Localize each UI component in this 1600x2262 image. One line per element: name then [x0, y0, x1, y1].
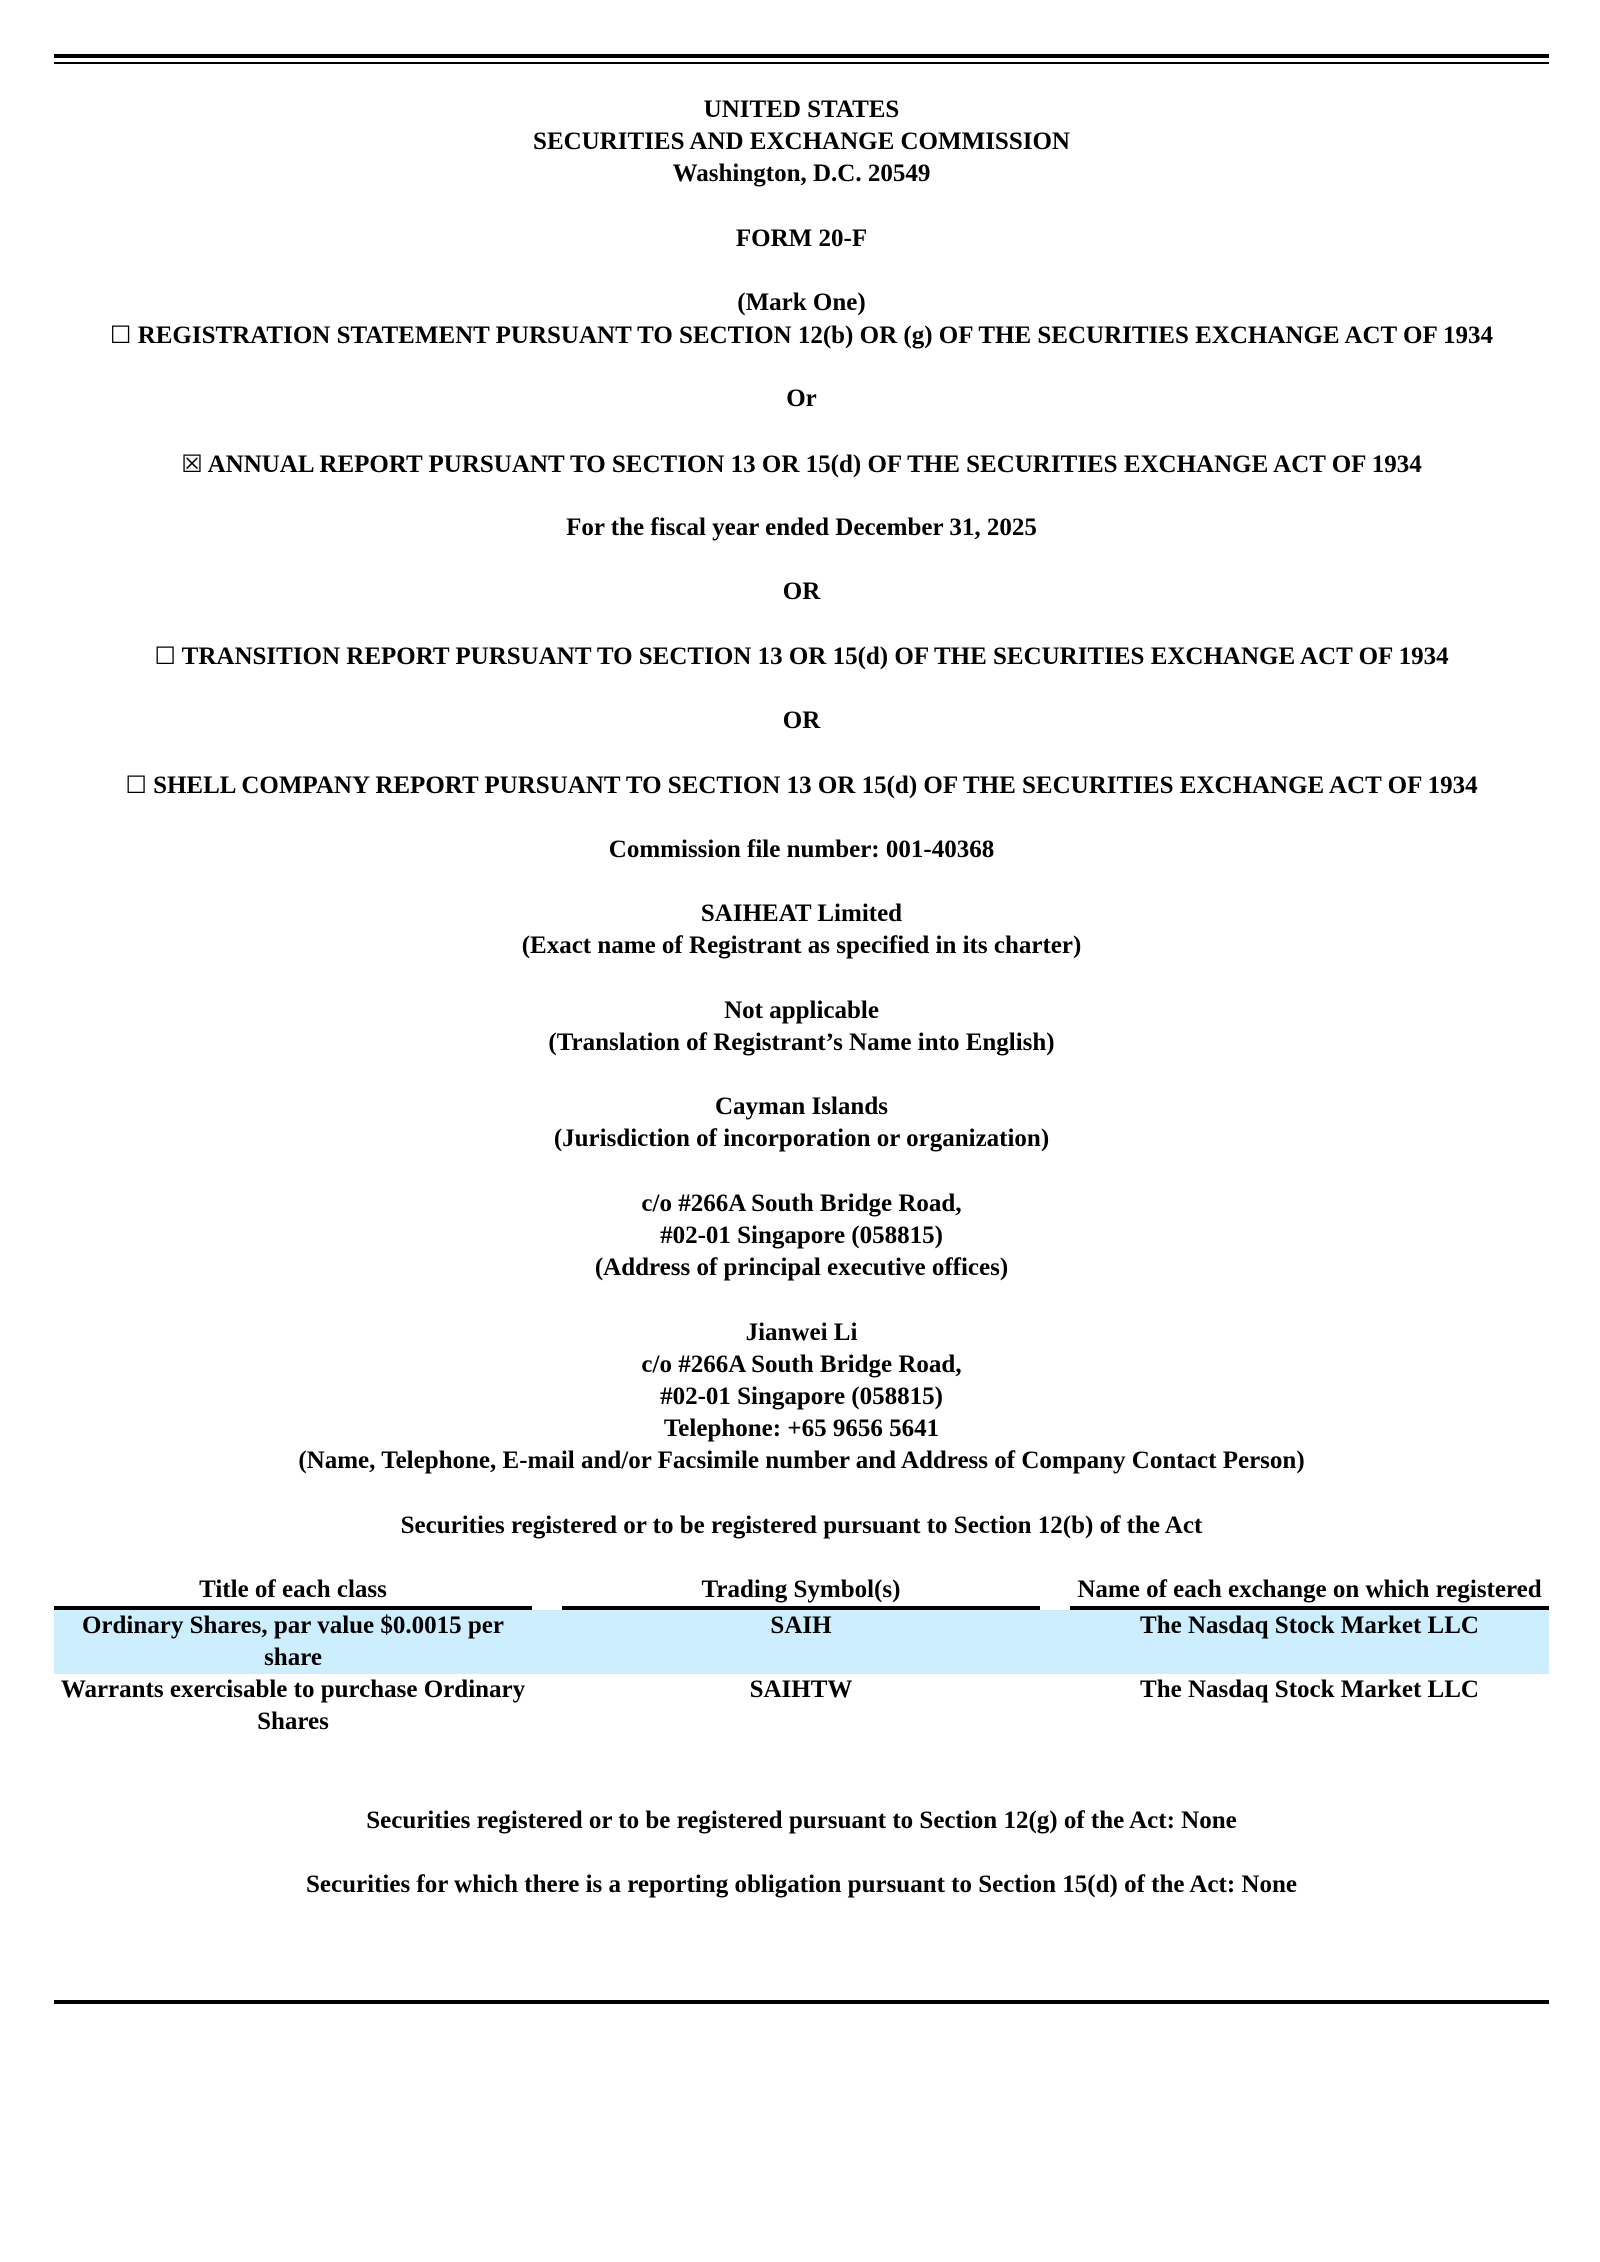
agency-heading: SECURITIES AND EXCHANGE COMMISSION: [533, 128, 1070, 155]
or-separator: Or: [786, 385, 817, 412]
fiscal-year-line: For the fiscal year ended December 31, 2025: [566, 514, 1037, 541]
registrant-name-caption: (Exact name of Registrant as specified in its charter): [521, 932, 1082, 959]
contact-telephone: Telephone: +65 9656 5641: [663, 1415, 940, 1442]
office-address-line2: #02-01 Singapore (058815): [660, 1222, 943, 1249]
section-12g-line: Securities registered or to be registered pursuant to Section 12(g) of the Act: None: [366, 1807, 1237, 1834]
country-heading: UNITED STATES: [703, 96, 900, 123]
transition-report-text: TRANSITION REPORT PURSUANT TO SECTION 13 OR 15(d) OF THE SECURITIES EXCHANGE ACT OF 1934: [181, 643, 1449, 670]
registrant-translation-caption: (Translation of Registrant’s Name into English): [548, 1029, 1055, 1056]
registrant-translation: Not applicable: [724, 997, 879, 1024]
checkbox-checked-icon: ☒: [181, 450, 203, 478]
or-separator: OR: [782, 578, 821, 605]
transition-report-option: [54, 640, 1549, 673]
checkbox-unchecked-icon: ☐: [125, 771, 147, 799]
contact-address-line2: #02-01 Singapore (058815): [660, 1383, 943, 1410]
shell-company-option: [54, 769, 1549, 802]
section-15d-line: Securities for which there is a reporting obligation pursuant to Section 15(d) of the Act: None: [306, 1871, 1297, 1898]
trading-symbol-cell: SAIHTW: [749, 1676, 853, 1703]
column-header-symbol: Trading Symbol(s): [562, 1574, 1040, 1610]
annual-report-option: [54, 448, 1549, 481]
column-header-exchange: Name of each exchange on which registered: [1070, 1574, 1549, 1610]
checkbox-unchecked-icon: ☐: [154, 642, 176, 670]
security-title-cell: Warrants exercisable to purchase Ordinary Shares: [60, 1676, 526, 1735]
form-title: FORM 20-F: [735, 225, 868, 252]
registrant-name: SAIHEAT Limited: [700, 900, 903, 927]
office-address-caption: (Address of principal executive offices): [594, 1254, 1009, 1281]
city-heading: Washington, D.C. 20549: [672, 160, 931, 187]
column-header-title: Title of each class: [54, 1574, 532, 1610]
top-rule: [54, 54, 1549, 64]
security-title-cell: Ordinary Shares, par value $0.0015 per share: [54, 1610, 532, 1674]
registration-statement-option: [54, 319, 1549, 352]
contact-name: Jianwei Li: [745, 1319, 858, 1346]
contact-caption: (Name, Telephone, E-mail and/or Facsimile number and Address of Company Contact Person): [298, 1447, 1305, 1474]
registrant-jurisdiction-caption: (Jurisdiction of incorporation or organization): [553, 1125, 1050, 1152]
checkbox-unchecked-icon: ☐: [109, 321, 132, 349]
shell-company-text: SHELL COMPANY REPORT PURSUANT TO SECTION 13 OR 15(d) OF THE SECURITIES EXCHANGE ACT OF 1934: [153, 772, 1478, 799]
table-row: [54, 1674, 1549, 1738]
exchange-name-cell: The Nasdaq Stock Market LLC: [1070, 1610, 1549, 1674]
registrant-jurisdiction: Cayman Islands: [715, 1093, 888, 1120]
office-address-line1: c/o #266A South Bridge Road,: [641, 1190, 962, 1217]
or-separator: OR: [782, 707, 821, 734]
annual-report-text: ANNUAL REPORT PURSUANT TO SECTION 13 OR 15(d) OF THE SECURITIES EXCHANGE ACT OF 1934: [207, 451, 1422, 478]
table-row: [54, 1610, 1549, 1674]
contact-address-line1: c/o #266A South Bridge Road,: [641, 1351, 962, 1378]
form-page: [54, 0, 1549, 2262]
section-12b-heading: Securities registered or to be registered pursuant to Section 12(b) of the Act: [400, 1512, 1203, 1539]
commission-file-number: Commission file number: 001-40368: [608, 836, 995, 863]
registration-statement-text: REGISTRATION STATEMENT PURSUANT TO SECTION 12(b) OR (g) OF THE SECURITIES EXCHANGE ACT OF 1934: [137, 322, 1494, 349]
trading-symbol-cell: SAIH: [562, 1610, 1040, 1674]
exchange-name-cell: The Nasdaq Stock Market LLC: [1140, 1676, 1479, 1703]
mark-one-label: (Mark One): [737, 289, 866, 316]
securities-table: [54, 1574, 1549, 1738]
bottom-rule: [54, 2000, 1549, 2004]
table-header-row: [54, 1574, 1549, 1610]
